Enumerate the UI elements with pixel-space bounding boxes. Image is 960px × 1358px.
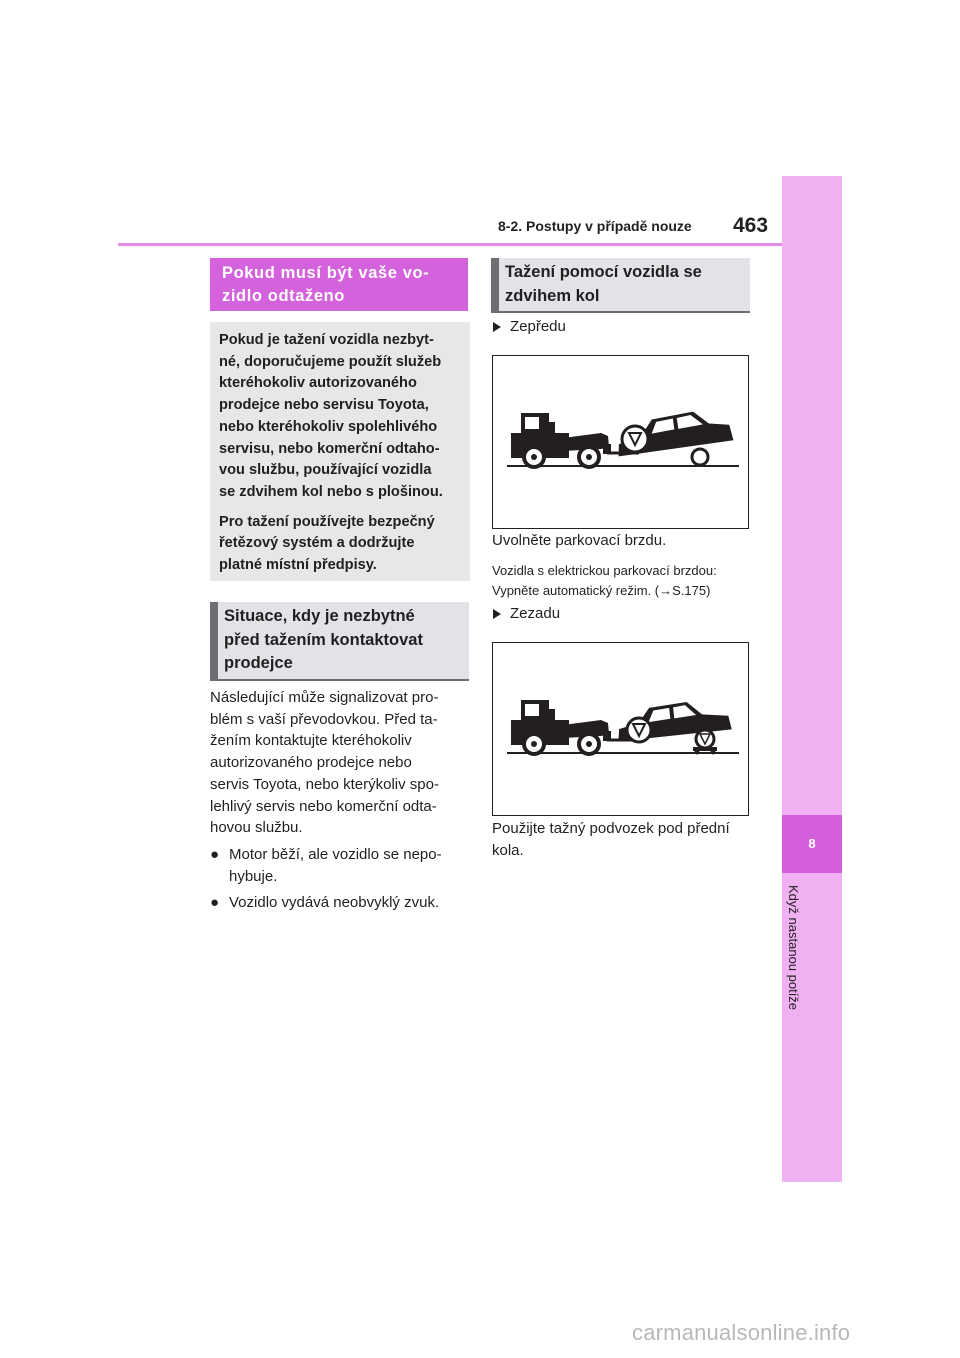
bullet-dot-icon: ● (210, 894, 220, 911)
tow-truck-front-icon (493, 356, 748, 528)
rear-label: Zezadu (510, 605, 561, 622)
front-tow-illustration (492, 355, 749, 529)
towing-note-box (210, 322, 470, 581)
tow-truck-rear-icon (493, 643, 748, 815)
bullet-text: Vozidlo vydává neobvyklý zvuk. (229, 894, 440, 911)
note-paragraph-2: Pro tažení používejte bezpečný řetězový systém a dodržujte platné místní předpisy. (219, 513, 435, 574)
watermark: carmanualsonline.info (632, 1320, 851, 1345)
triangle-right-icon (493, 609, 501, 619)
triangle-right-icon (493, 322, 501, 332)
chapter-side-band (782, 176, 842, 1182)
bullet-item (210, 844, 472, 887)
front-instruction: Uvolněte parkovací brzdu. (492, 532, 667, 549)
rear-tow-illustration (492, 642, 749, 816)
front-subheading (493, 318, 566, 335)
rear-instruction: Použijte tažný podvozek pod přední kola. (492, 820, 730, 859)
front-label: Zepředu (510, 318, 566, 335)
situation-heading (210, 602, 469, 681)
bullet-dot-icon: ● (210, 846, 220, 863)
note-paragraph-1: Pokud je tažení vozidla nezbyt- né, doporučujeme použít služeb kteréhokoliv autorizovaného prodejce nebo servisu Toyota, nebo kteréhokoliv spolehlivého servisu, nebo komerční odtaho- vou službu, používající vozidla se zdvihem kol nebo s plošinou. (219, 332, 443, 500)
wheel-lift-heading-text: Tažení pomocí vozidla se zdvihem kol (505, 263, 702, 305)
rear-subheading (493, 605, 560, 622)
header-divider (118, 243, 782, 246)
bullet-text: Motor běží, ale vozidlo se nepo- hybuje. (229, 846, 442, 885)
page-number: 463 (733, 214, 769, 237)
front-note: Vozidla s elektrickou parkovací brzdou: Vypněte automatický režim. (→S.175) (492, 563, 717, 598)
wheel-lift-heading (491, 258, 750, 313)
towing-heading (210, 258, 468, 311)
bullet-item (210, 892, 472, 914)
situation-heading-text: Situace, kdy je nezbytné před tažením kontaktovat prodejce (224, 607, 423, 673)
intro-text: Následující může signalizovat pro- blém s vaší převodovkou. Před ta- žením kontaktujte kteréhokoliv autorizovaného prodejce nebo servis Toyota, nebo kterýkoliv spo- lehlivý servis nebo komerční odta- hovou službu. (210, 689, 439, 837)
chapter-title: Když nastanou potíže (786, 885, 801, 1011)
towing-heading-text: Pokud musí být vaše vo- zidlo odtaženo (222, 263, 430, 305)
section-title: 8-2. Postupy v případě nouze (498, 218, 692, 234)
chapter-number: 8 (808, 836, 816, 851)
